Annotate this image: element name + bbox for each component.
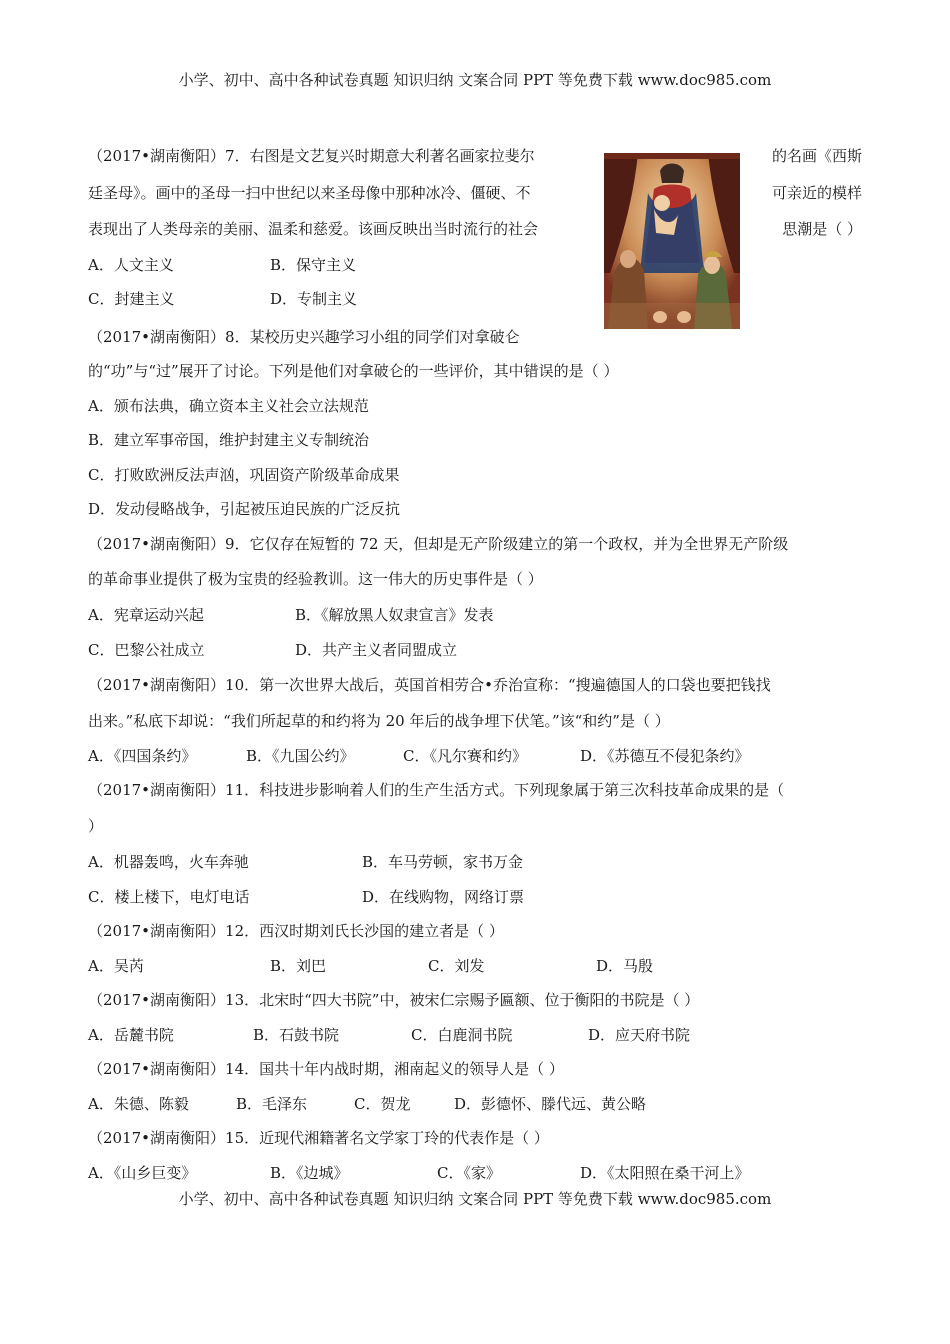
q12-text-line-1: （2017•湖南衡阳）12．西汉时期刘氏长沙国的建立者是（ ） bbox=[88, 922, 504, 940]
q15-option-b[interactable]: B．《边城》 bbox=[270, 1164, 349, 1182]
q8-text-line-2: 的“功”与“过”展开了讨论。下列是他们对拿破仑的一些评价，其中错误的是（ ） bbox=[88, 362, 619, 380]
q12-option-b[interactable]: B．刘巴 bbox=[270, 957, 327, 975]
q8-option-b[interactable]: B．建立军事帝国，维护封建主义专制统治 bbox=[88, 431, 370, 449]
q14-option-c[interactable]: C．贺龙 bbox=[354, 1095, 411, 1113]
q10-option-d[interactable]: D．《苏德互不侵犯条约》 bbox=[580, 747, 750, 765]
q13-option-a[interactable]: A．岳麓书院 bbox=[88, 1026, 174, 1044]
q9-option-d[interactable]: D．共产主义者同盟成立 bbox=[295, 641, 458, 659]
page-header: 小学、初中、高中各种试卷真题 知识归纳 文案合同 PPT 等免费下载 www.doc985.com bbox=[178, 71, 772, 89]
q8-option-d[interactable]: D．发动侵略战争，引起被压迫民族的广泛反抗 bbox=[88, 500, 401, 518]
q14-option-d[interactable]: D．彭德怀、滕代远、黄公略 bbox=[454, 1095, 647, 1113]
q7-option-c[interactable]: C．封建主义 bbox=[88, 290, 175, 308]
q7-option-d[interactable]: D．专制主义 bbox=[270, 290, 358, 308]
q13-text-line-1: （2017•湖南衡阳）13．北宋时“四大书院”中，被宋仁宗赐予匾额、位于衡阳的书院是（ ） bbox=[88, 991, 700, 1009]
q7-option-b[interactable]: B．保守主义 bbox=[270, 256, 357, 274]
q9-text-line-2: 的革命事业提供了极为宝贵的经验教训。这一伟大的历史事件是（ ） bbox=[88, 570, 543, 588]
q15-option-c[interactable]: C．《家》 bbox=[437, 1164, 501, 1182]
q11-option-b[interactable]: B．车马劳顿，家书万金 bbox=[362, 853, 524, 871]
q11-option-c[interactable]: C．楼上楼下，电灯电话 bbox=[88, 888, 250, 906]
q11-option-a[interactable]: A．机器轰鸣，火车奔驰 bbox=[88, 853, 249, 871]
q13-option-c[interactable]: C．白鹿洞书院 bbox=[411, 1026, 513, 1044]
q10-option-b[interactable]: B．《九国公约》 bbox=[246, 747, 355, 765]
q12-option-d[interactable]: D．马殷 bbox=[596, 957, 654, 975]
q11-text-line-1: （2017•湖南衡阳）11．科技进步影响着人们的生产生活方式。下列现象属于第三次科技革命成果的是（ bbox=[88, 781, 785, 799]
page-footer: 小学、初中、高中各种试卷真题 知识归纳 文案合同 PPT 等免费下载 www.doc985.com bbox=[178, 1190, 772, 1208]
q7-text-line-2: 廷圣母》。画中的圣母一扫中世纪以来圣母像中那种冰冷、僵硬、不 bbox=[88, 184, 531, 202]
q11-text-line-2: ） bbox=[88, 817, 104, 835]
q9-option-c[interactable]: C．巴黎公社成立 bbox=[88, 641, 205, 659]
q12-option-c[interactable]: C．刘发 bbox=[428, 957, 485, 975]
q8-text-line-1: （2017•湖南衡阳）8．某校历史兴趣学习小组的同学们对拿破仑 bbox=[88, 328, 520, 346]
q9-option-a[interactable]: A．宪章运动兴起 bbox=[88, 606, 204, 624]
q12-option-a[interactable]: A．吴芮 bbox=[88, 957, 144, 975]
q10-text-line-1: （2017•湖南衡阳）10．第一次世界大战后，英国首相劳合•乔治宣称：“搜遍德国人的口袋也要把钱找 bbox=[88, 676, 771, 694]
q10-option-c[interactable]: C．《凡尔赛和约》 bbox=[403, 747, 527, 765]
q15-option-d[interactable]: D．《太阳照在桑干河上》 bbox=[580, 1164, 750, 1182]
q13-option-d[interactable]: D．应天府书院 bbox=[588, 1026, 691, 1044]
q13-option-b[interactable]: B．石鼓书院 bbox=[253, 1026, 340, 1044]
q9-text-line-1: （2017•湖南衡阳）9．它仅存在短暂的 72 天，但却是无产阶级建立的第一个政权，并为全世界无产阶级 bbox=[88, 535, 789, 553]
q14-option-a[interactable]: A．朱德、陈毅 bbox=[88, 1095, 189, 1113]
q10-text-line-2: 出来。”私底下却说：“我们所起草的和约将为 20 年后的战争埋下伏笔。”该“和约”是（ ） bbox=[88, 712, 670, 730]
q7-text-line-1-right: 的名画《西斯 bbox=[771, 147, 862, 165]
q9-option-b[interactable]: B．《解放黑人奴隶宣言》发表 bbox=[295, 606, 494, 624]
q7-text-line-2-right: 可亲近的模样 bbox=[771, 184, 862, 202]
q14-text-line-1: （2017•湖南衡阳）14．国共十年内战时期，湘南起义的领导人是（ ） bbox=[88, 1060, 564, 1078]
q7-text-line-1: （2017•湖南衡阳）7．右图是文艺复兴时期意大利著名画家拉斐尔 bbox=[88, 147, 535, 165]
q8-option-c[interactable]: C．打败欧洲反法声汹，巩固资产阶级革命成果 bbox=[88, 466, 400, 484]
q7-text-line-3: 表现出了人类母亲的美丽、温柔和慈爱。该画反映出当时流行的社会 bbox=[88, 220, 539, 238]
q7-option-a[interactable]: A．人文主义 bbox=[88, 256, 174, 274]
q11-option-d[interactable]: D．在线购物，网络订票 bbox=[362, 888, 525, 906]
q7-text-line-3-right: 思潮是（ ） bbox=[782, 220, 862, 238]
q8-option-a[interactable]: A．颁布法典，确立资本主义社会立法规范 bbox=[88, 397, 369, 415]
q14-option-b[interactable]: B．毛泽东 bbox=[236, 1095, 308, 1113]
q15-text-line-1: （2017•湖南衡阳）15．近现代湘籍著名文学家丁玲的代表作是（ ） bbox=[88, 1129, 549, 1147]
q10-option-a[interactable]: A．《四国条约》 bbox=[88, 747, 197, 765]
q15-option-a[interactable]: A．《山乡巨变》 bbox=[88, 1164, 197, 1182]
sistine-madonna-painting bbox=[604, 153, 740, 329]
